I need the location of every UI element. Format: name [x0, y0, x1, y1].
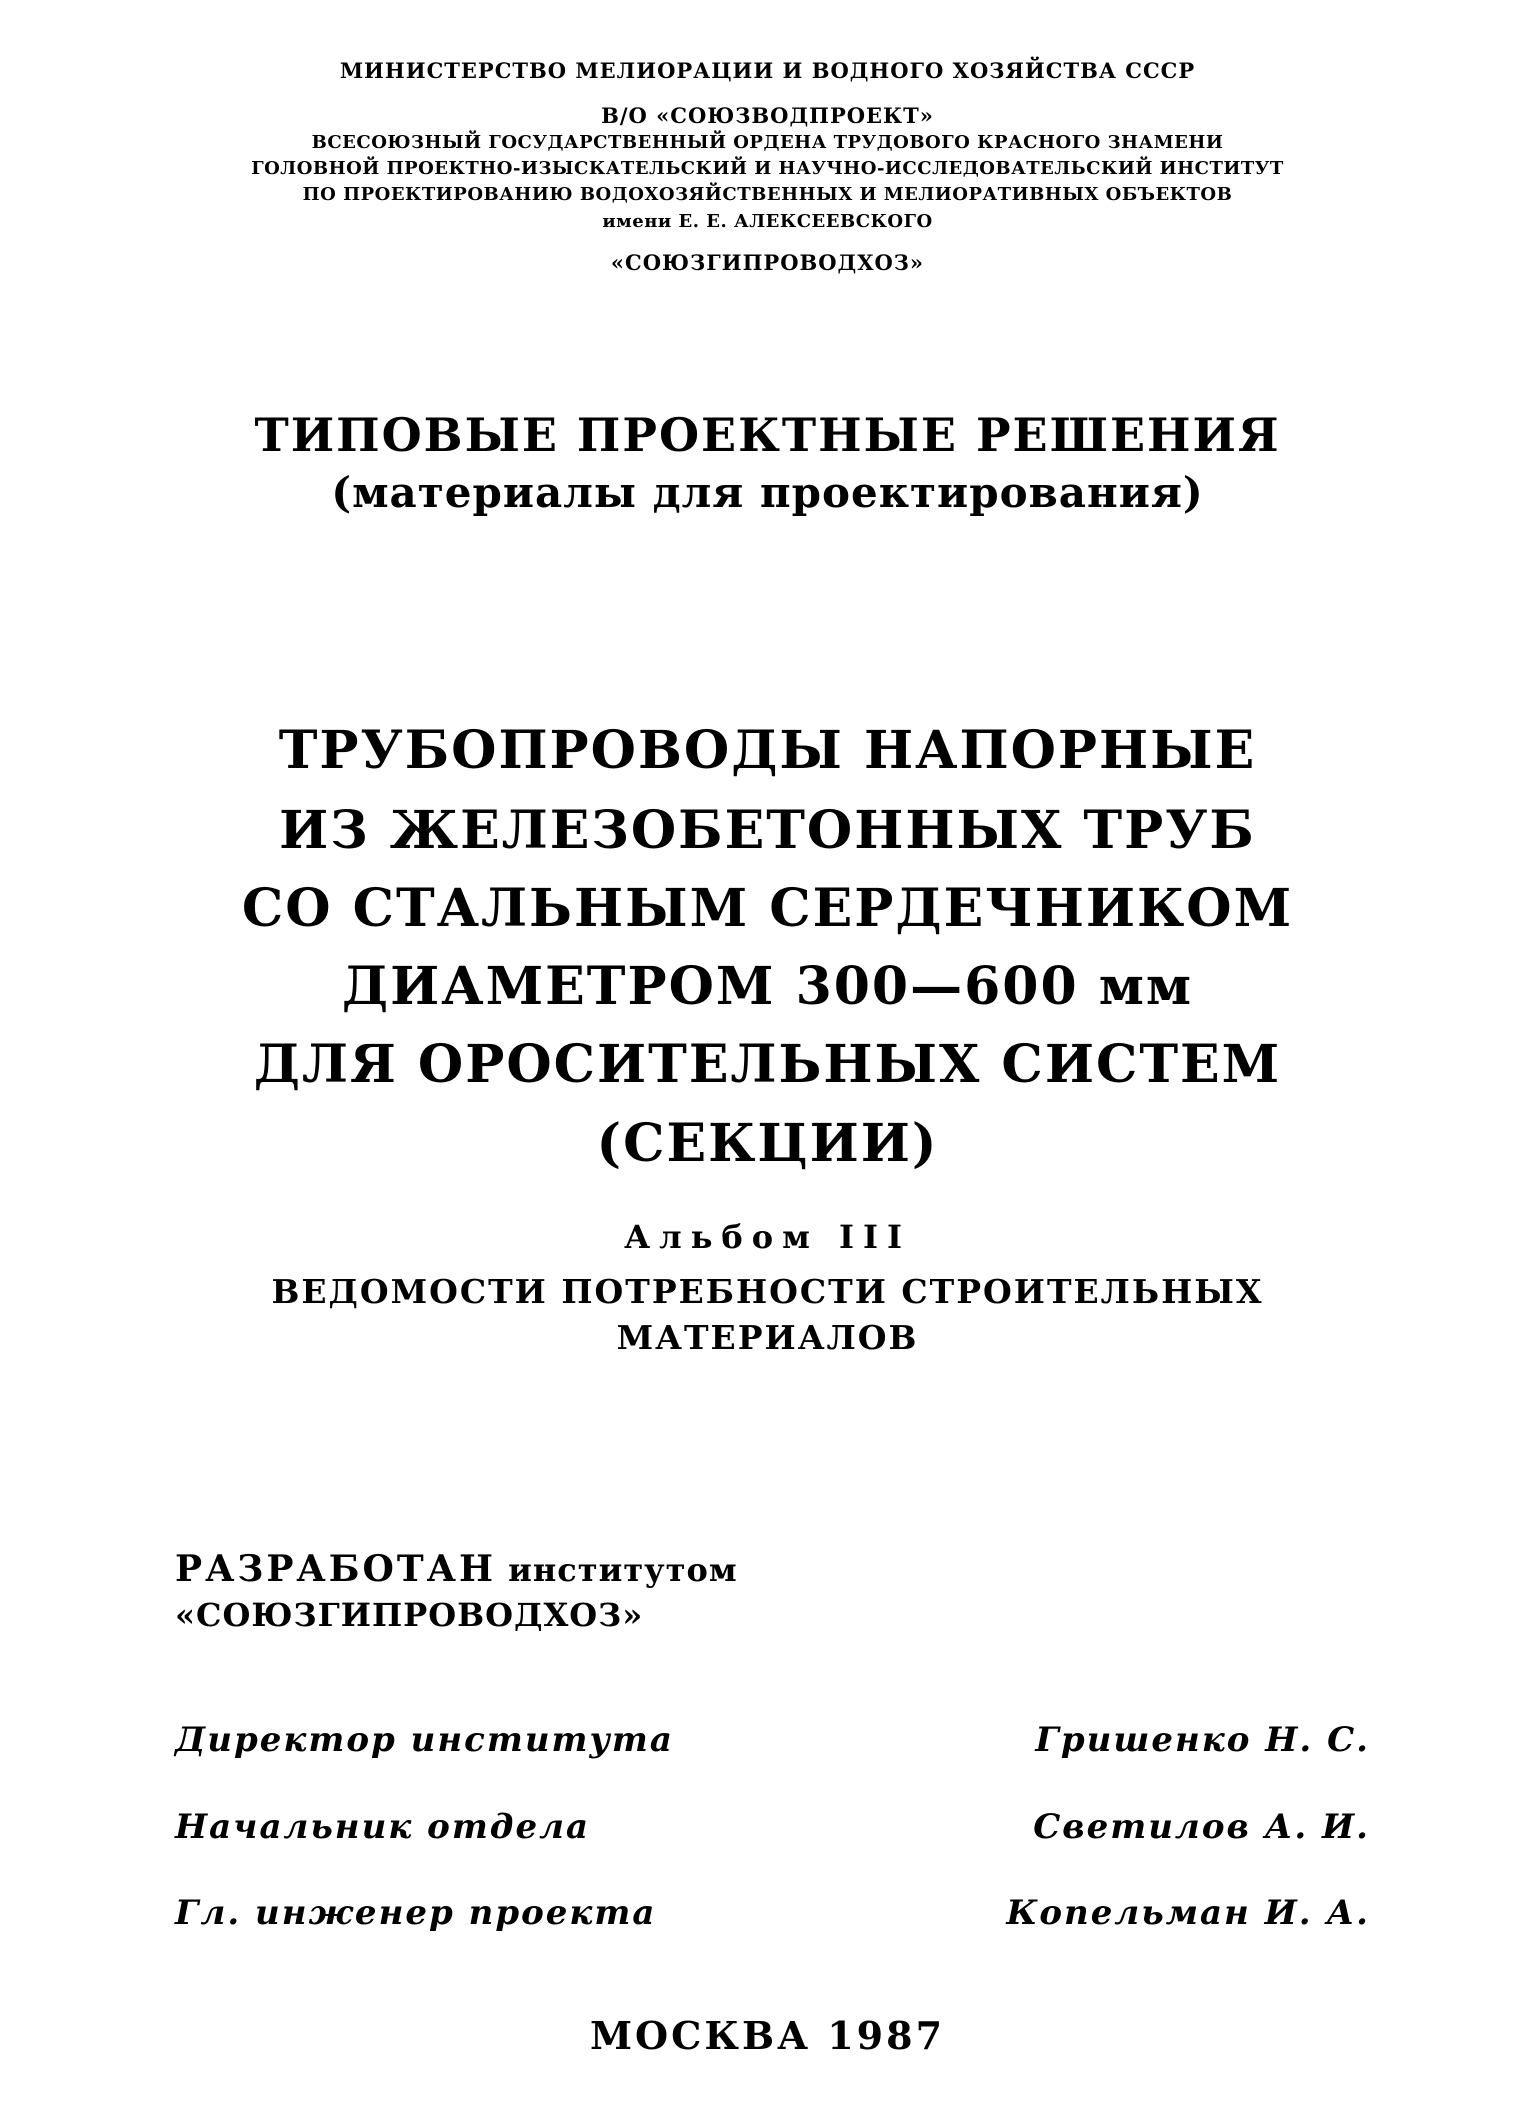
album-title-line-2: МАТЕРИАЛОВ: [616, 1318, 919, 1357]
main-title-line-2: ИЗ ЖЕЛЕЗОБЕТОННЫХ ТРУБ: [279, 800, 1256, 861]
ministry-line: МИНИСТЕРСТВО МЕЛИОРАЦИИ И ВОДНОГО ХОЗЯЙСТВА СССР: [339, 58, 1196, 83]
main-title-line-6: (СЕКЦИИ): [596, 1113, 939, 1174]
main-title-line-4: ДИАМЕТРОМ 300—600 мм: [341, 956, 1194, 1017]
signature-row: [175, 1893, 1370, 1943]
series-subtitle: (материалы для проектирования): [331, 468, 1204, 517]
institute-line-2: ГОЛОВНОЙ ПРОЕКТНО-ИЗЫСКАТЕЛЬСКИЙ И НАУЧНО-ИССЛЕДОВАТЕЛЬСКИЙ ИНСТИТУТ: [251, 158, 1284, 179]
album-label: Альбом III: [624, 1218, 911, 1256]
developed-prefix: РАЗРАБОТАН: [175, 1548, 496, 1590]
institute-line-1: ВСЕСОЮЗНЫЙ ГОСУДАРСТВЕННЫЙ ОРДЕНА ТРУДОВОГО КРАСНОГО ЗНАМЕНИ: [311, 132, 1224, 153]
signature-name: Гришенко Н. С.: [1035, 1720, 1370, 1760]
series-title: ТИПОВЫЕ ПРОЕКТНЫЕ РЕШЕНИЯ: [254, 408, 1281, 462]
institute-name: «СОЮЗГИПРОВОДХОЗ»: [610, 250, 925, 275]
signature-name: Светилов А. И.: [1033, 1807, 1370, 1847]
place-and-year: МОСКВА 1987: [589, 2013, 946, 2058]
main-title-line-3: СО СТАЛЬНЫМ СЕРДЕЧНИКОМ: [241, 878, 1294, 939]
institute-line-3: ПО ПРОЕКТИРОВАНИЮ ВОДОХОЗЯЙСТВЕННЫХ И МЕЛИОРАТИВНЫХ ОБЪЕКТОВ: [302, 184, 1233, 205]
main-title-line-5: ДЛЯ ОРОСИТЕЛЬНЫХ СИСТЕМ: [253, 1034, 1282, 1095]
signature-position: Гл. инженер проекта: [175, 1893, 657, 1933]
album-title-line-1: ВЕДОМОСТИ ПОТРЕБНОСТИ СТРОИТЕЛЬНЫХ: [271, 1272, 1264, 1311]
signature-position: Директор института: [175, 1720, 674, 1760]
signature-name: Копельман И. А.: [1006, 1893, 1370, 1933]
signature-row: [175, 1720, 1370, 1770]
institute-line-4: имени Е. Е. АЛЕКСЕЕВСКОГО: [602, 211, 933, 232]
signature-row: [175, 1807, 1370, 1857]
association-line: В/О «СОЮЗВОДПРОЕКТ»: [601, 103, 934, 128]
developer-institute: «СОЮЗГИПРОВОДХОЗ»: [175, 1596, 644, 1634]
developed-suffix: институтом: [508, 1551, 738, 1589]
main-title-line-1: ТРУБОПРОВОДЫ НАПОРНЫЕ: [278, 720, 1257, 781]
signature-position: Начальник отдела: [175, 1807, 590, 1847]
developed-by: [175, 1548, 738, 1590]
